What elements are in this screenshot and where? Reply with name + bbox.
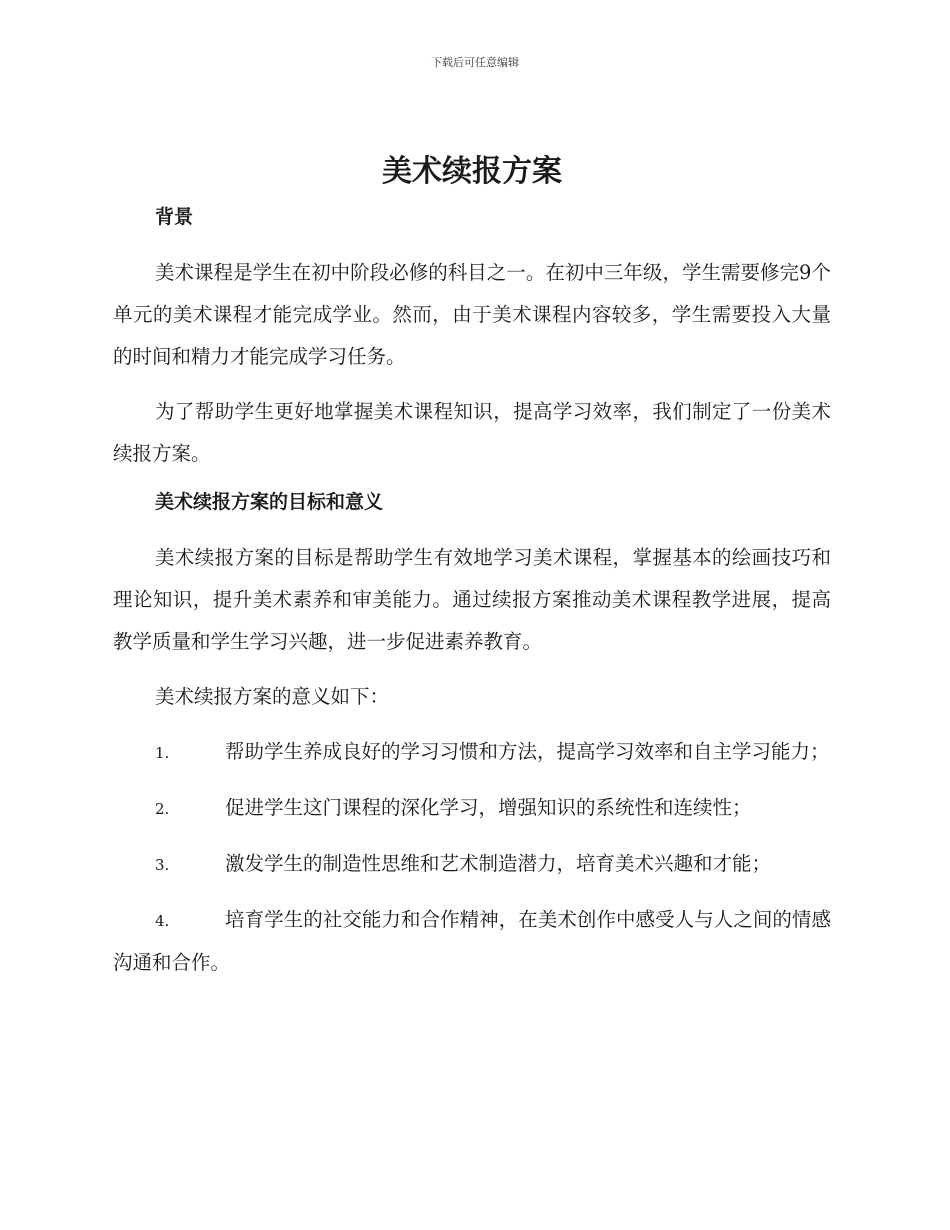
list-item-text: 激发学生的制造性思维和艺术制造潜力，培育美术兴趣和才能； (225, 852, 772, 875)
section-heading-background: 背景 (155, 206, 194, 228)
list-item-text: 培育学生的社交能力和合作精神，在美术创作中感受人与人之间的情感沟通和合作。 (113, 908, 831, 974)
paragraph: 美术课程是学生在初中阶段必修的科目之一。在初中三年级，学生需要修完9个单元的美术课程才能完成学业。然而，由于美术课程内容较多，学生需要投入大量的时间和精力才能完成学习任务。 (113, 261, 831, 368)
document-title: 美术续报方案 (382, 154, 562, 189)
document-body (113, 148, 831, 997)
list-item-text: 帮助学生养成良好的学习习惯和方法，提高学习效率和自主学习能力； (225, 740, 830, 763)
page-header: 下载后可任意编辑 (431, 56, 519, 69)
list-item-text: 促进学生这门课程的深化学习，增强知识的系统性和连续性； (225, 796, 752, 819)
paragraph: 美术续报方案的目标是帮助学生有效地学习美术课程，掌握基本的绘画技巧和理论知识，提升美术素养和审美能力。通过续报方案推动美术课程教学进展，提高教学质量和学生学习兴趣，进一步促进素养教育。 (113, 546, 831, 653)
list-item-number: 1. (155, 744, 170, 762)
list-item-number: 3. (155, 856, 170, 874)
list-item (113, 899, 831, 984)
list-item (113, 787, 831, 830)
list-item (113, 731, 831, 774)
paragraph: 美术续报方案的意义如下： (155, 685, 390, 708)
list-item-number: 4. (155, 912, 170, 930)
list-item (113, 843, 831, 886)
list-item-number: 2. (155, 800, 170, 818)
paragraph: 为了帮助学生更好地掌握美术课程知识，提高学习效率，我们制定了一份美术续报方案。 (113, 400, 831, 465)
section-heading-goals: 美术续报方案的目标和意义 (155, 491, 384, 513)
